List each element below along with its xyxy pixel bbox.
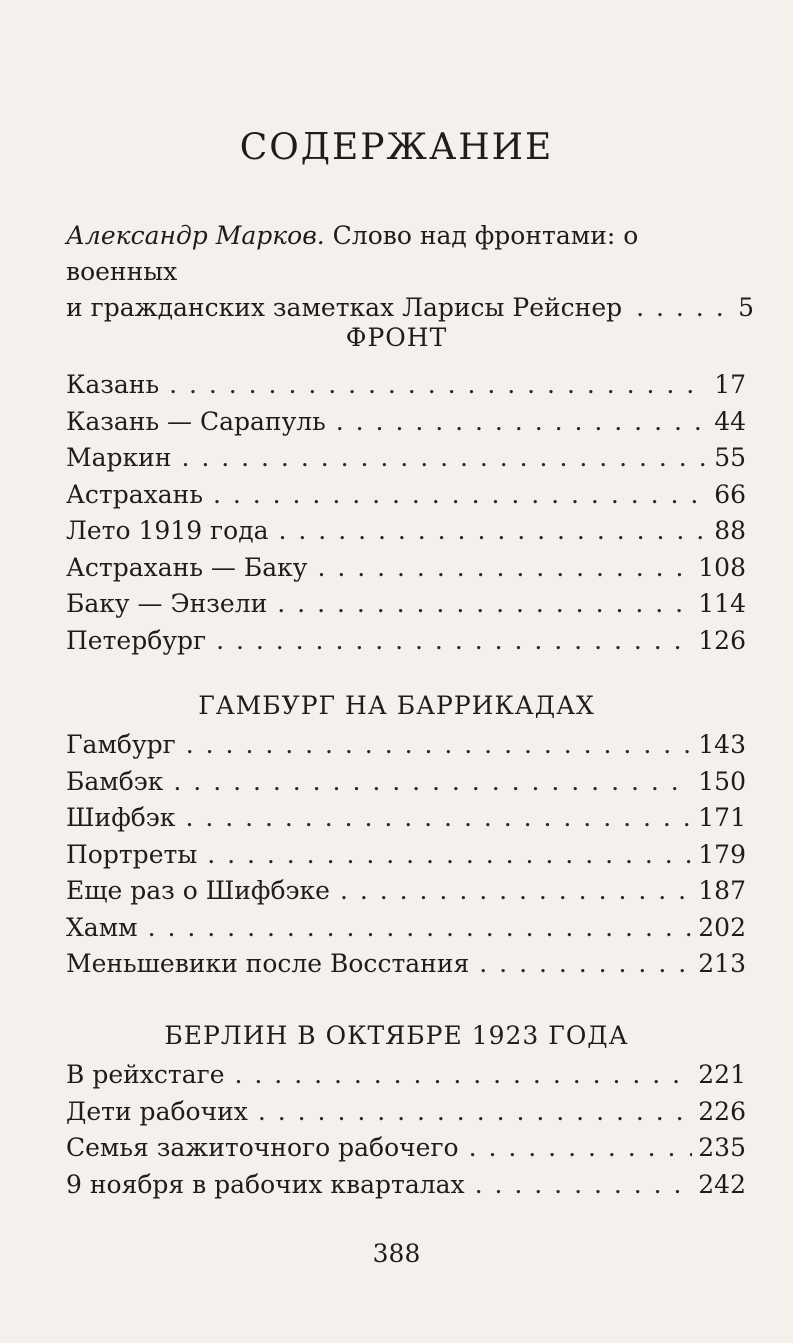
entry-page: 187	[698, 876, 746, 905]
dot-leader	[317, 550, 692, 586]
toc-entry[interactable]	[66, 1057, 746, 1094]
page-number: 388	[372, 1239, 421, 1268]
entry-title: Еще раз о Шифбэке	[66, 876, 330, 905]
entry-title: Петербург	[66, 625, 207, 655]
toc-entry[interactable]	[66, 623, 746, 660]
toc-entry[interactable]	[66, 513, 746, 550]
toc-entry[interactable]	[66, 1130, 746, 1167]
entry-title: Гамбург	[66, 730, 176, 759]
dot-leader	[479, 946, 692, 982]
section-title-berlin: БЕРЛИН В ОКТЯБРЕ 1923 ГОДА	[164, 1021, 629, 1050]
entry-title: 9 ноября в рабочих кварталах	[66, 1169, 465, 1199]
dot-leader	[258, 1094, 692, 1130]
toc-list-hamburg	[66, 727, 746, 983]
dot-leader	[336, 404, 708, 440]
entry-title: Казань — Сарапуль	[66, 406, 326, 436]
entry-title: Астрахань — Баку	[66, 552, 308, 582]
entry-title: Казань	[66, 370, 160, 399]
intro-page: 5	[738, 293, 755, 322]
entry-title: Семья зажиточного рабочего	[66, 1133, 459, 1162]
intro-author: Александр Марков.	[66, 221, 325, 250]
dot-leader	[186, 727, 693, 763]
entry-page: 108	[698, 552, 746, 582]
dot-leader	[213, 477, 708, 513]
entry-page: 126	[698, 625, 746, 655]
toc-entry[interactable]	[66, 440, 746, 477]
entry-title: Шифбэк	[66, 803, 176, 832]
dot-leader	[169, 367, 708, 403]
toc-entry[interactable]	[66, 550, 746, 587]
entry-title: Дети рабочих	[66, 1096, 248, 1126]
toc-entry[interactable]	[66, 586, 746, 623]
toc-list-front	[66, 367, 746, 659]
toc-entry[interactable]	[66, 873, 746, 910]
toc-entry[interactable]	[66, 404, 746, 441]
dot-leader	[185, 800, 692, 836]
dot-leader	[181, 440, 708, 476]
entry-title: Бамбэк	[66, 766, 164, 796]
intro-entry[interactable]	[66, 218, 755, 326]
entry-page: 226	[698, 1096, 746, 1126]
intro-line-1	[66, 218, 746, 290]
toc-entry[interactable]	[66, 1094, 746, 1131]
toc-entry[interactable]	[66, 800, 746, 837]
entry-page: 17	[714, 370, 746, 399]
toc-entry[interactable]	[66, 367, 746, 404]
entry-title: Портреты	[66, 839, 198, 869]
entry-page: 88	[714, 516, 746, 545]
dot-leader	[475, 1167, 693, 1203]
toc-entry[interactable]	[66, 727, 746, 764]
entry-title: Меньшевики после Восстания	[66, 949, 470, 978]
toc-entry[interactable]	[66, 837, 746, 874]
dot-leader	[173, 764, 692, 800]
toc-entry[interactable]	[66, 477, 746, 514]
dot-leader	[216, 623, 692, 659]
dot-leader	[148, 910, 693, 946]
dot-leader	[469, 1130, 693, 1166]
entry-page: 242	[698, 1169, 746, 1199]
entry-page: 66	[714, 479, 746, 509]
entry-page: 114	[698, 589, 746, 618]
dot-leader	[279, 513, 709, 549]
entry-page: 171	[698, 803, 746, 832]
toc-entry[interactable]	[66, 910, 746, 947]
entry-page: 221	[698, 1060, 746, 1089]
section-title-front: ФРОНТ	[345, 323, 448, 352]
toc-entry[interactable]	[66, 1167, 746, 1204]
entry-page: 143	[698, 730, 746, 759]
dot-leader	[235, 1057, 693, 1093]
dot-leader	[340, 873, 692, 909]
intro-title-line1: Слово над фронтами: о военных	[66, 221, 639, 286]
entry-title: Лето 1919 года	[66, 516, 269, 545]
toc-list-berlin	[66, 1057, 746, 1203]
entry-page: 235	[698, 1133, 746, 1162]
entry-page: 44	[714, 406, 746, 436]
entry-page: 55	[714, 443, 746, 472]
toc-entry[interactable]	[66, 946, 746, 983]
dot-leader	[207, 837, 692, 873]
intro-title-line2: и гражданских заметках Ларисы Рейснер	[66, 293, 623, 322]
entry-title: Хамм	[66, 912, 138, 942]
entry-page: 213	[698, 949, 746, 978]
dot-leader	[277, 586, 692, 622]
entry-page: 179	[698, 839, 746, 869]
page-title: СОДЕРЖАНИЕ	[239, 127, 554, 168]
section-title-hamburg: ГАМБУРГ НА БАРРИКАДАХ	[198, 691, 595, 720]
entry-title: Баку — Энзели	[66, 589, 268, 618]
entry-page: 150	[698, 766, 746, 796]
toc-entry[interactable]	[66, 764, 746, 801]
entry-title: В рейхстаге	[66, 1060, 225, 1089]
entry-page: 202	[698, 912, 746, 942]
entry-title: Астрахань	[66, 479, 203, 509]
entry-title: Маркин	[66, 443, 172, 472]
